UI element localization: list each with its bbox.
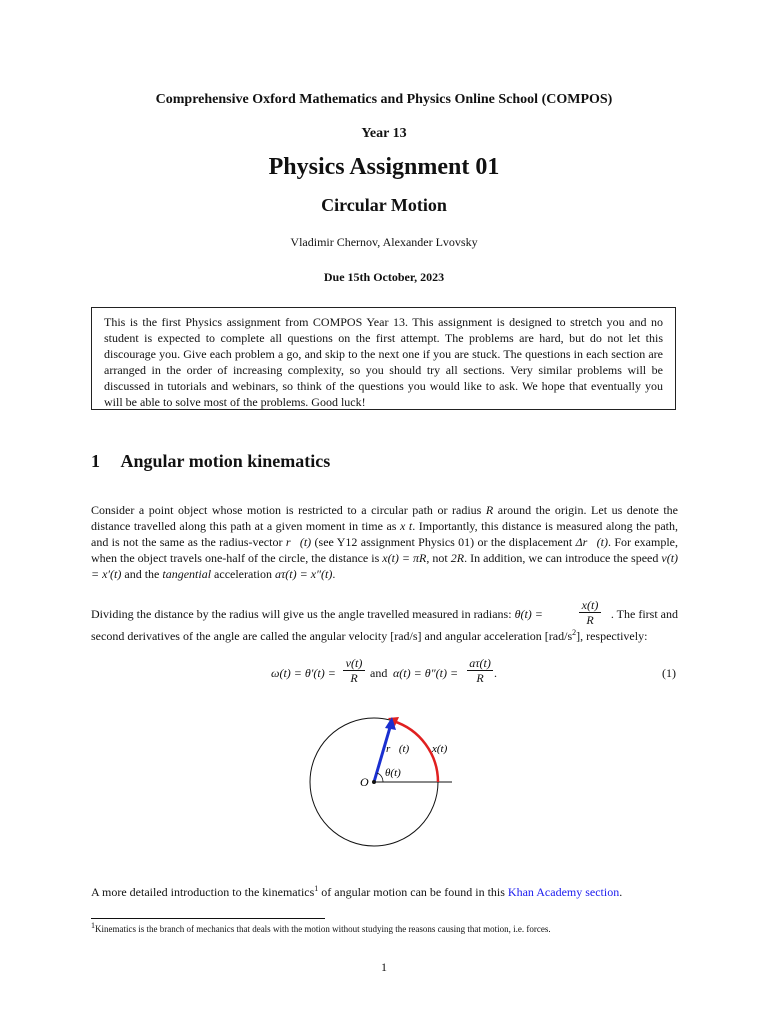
circular-motion-diagram [300, 708, 480, 878]
text-fragment: . In addition, we can introduce the speed [464, 551, 659, 565]
fraction-x-over-R [579, 598, 601, 627]
page-number: 1 [381, 960, 387, 974]
text-fragment: , not [426, 551, 448, 565]
section-heading [91, 451, 330, 472]
derivatives-line [91, 628, 647, 644]
text-fragment: . The first and [610, 607, 678, 621]
label-theta: θ(t) [385, 767, 401, 779]
math-rvec: r⃗(t) [285, 535, 312, 549]
text-fragment: . For example, when the object travels one-half of the circle, the distance is [91, 535, 678, 565]
year-label: Year 13 [361, 126, 407, 141]
fraction-numerator: x(t) [581, 598, 599, 612]
math-R: R [485, 503, 494, 517]
label-r: r⃗(t) [386, 743, 410, 755]
text-fragment: Consider a point object whose motion is restricted to a circular path or radius [91, 503, 482, 517]
text-fragment: ], respectively: [576, 629, 648, 643]
fraction-v-over-R [343, 656, 365, 685]
fraction-denominator: R [579, 612, 601, 627]
footnote-ref[interactable]: 1 [314, 884, 319, 893]
authors: Vladimir Chernov, Alexander Lvovsky [290, 235, 478, 249]
math-half: x(t) = πR [382, 551, 427, 565]
fraction-a-over-R [467, 656, 493, 685]
math-drvec: Δr⃗(t) [575, 535, 608, 549]
label-x: x(t) [432, 743, 448, 755]
khan-academy-link[interactable]: Khan Academy section [507, 885, 620, 899]
origin-point [372, 780, 376, 784]
page-subtitle: Circular Motion [321, 195, 447, 215]
abstract-box: This is the first Physics assignment from COMPOS Year 13. This assignment is designed to stretch you and no student is expected to complete all questions on the first attempt. The problems are hard, but do not let this discourage you. Give each problem a go, and skip to the next one if you are stuck. The questions in each section are arranged in the order of increasing complexity, so you should try all sections. Very similar problems will be discussed in tutorials and webinars, so think of the questions you would like to ask. We hope that eventually you will be able to solve most of the problems. Good luck! [91, 307, 676, 410]
math-2R: 2R [450, 551, 465, 565]
text-fragment: . Importantly, this distance is measured along the path, and is not the same as the radius-vector [91, 519, 678, 549]
math-speed: v(t) = x′(t) [91, 551, 679, 581]
footnote [91, 921, 551, 934]
equation-1 [0, 652, 768, 692]
text-fragment: . [494, 666, 497, 680]
text-fragment: Dividing the distance by the radius will give us the angle travelled measured in radians: [91, 607, 512, 621]
math-theta: θ(t) = [514, 607, 543, 621]
fraction-denominator: R [467, 670, 493, 685]
text-fragment: acceleration [214, 567, 273, 581]
page-title: Physics Assignment 01 [268, 154, 500, 180]
text-fragment: and the [124, 567, 160, 581]
section-title: Angular motion kinematics [120, 451, 331, 471]
khan-paragraph [91, 884, 622, 900]
text-fragment: second derivatives of the angle are called the angular velocity [rad/s] and angular acceleration [rad/s [91, 629, 573, 643]
math-acc: aτ(t) = x″(t) [275, 567, 333, 581]
school-name: Comprehensive Oxford Mathematics and Physics Online School (COMPOS) [155, 92, 613, 107]
math-omega: ω(t) = θ′(t) = [271, 666, 336, 680]
footnote-rule [91, 918, 325, 919]
label-origin: O [360, 775, 369, 789]
fraction-numerator: aτ(t) [469, 656, 491, 670]
text-fragment: around the origin. Let us denote the distance travelled along this path at a given moment in time as [91, 503, 678, 533]
fraction-numerator: v(t) [345, 656, 363, 670]
footnote-mark: 1 [91, 921, 95, 930]
emph-tangential: tangential [162, 567, 212, 581]
superscript: 2 [572, 628, 577, 637]
intro-paragraph [91, 502, 678, 582]
text-fragment: . [619, 885, 623, 899]
math-alpha: α(t) = θ″(t) = [393, 666, 459, 680]
text-fragment: . [332, 567, 336, 581]
text-fragment: A more detailed introduction to the kinematics [91, 885, 315, 899]
equation-number: (1) [662, 666, 676, 680]
footnote-text: Kinematics is the branch of mechanics that deals with the motion without studying the reasons causing that motion, i.e. forces. [95, 924, 551, 934]
math-xt: x t [400, 519, 413, 533]
text-fragment: and [370, 666, 388, 680]
angle-arc [377, 773, 383, 782]
section-number: 1 [91, 451, 100, 471]
text-fragment: of angular motion can be found in this [321, 885, 505, 899]
due-date: Due 15th October, 2023 [323, 270, 445, 284]
text-fragment: (see Y12 assignment Physics 01) or the displacement [314, 535, 573, 549]
fraction-denominator: R [343, 670, 365, 685]
